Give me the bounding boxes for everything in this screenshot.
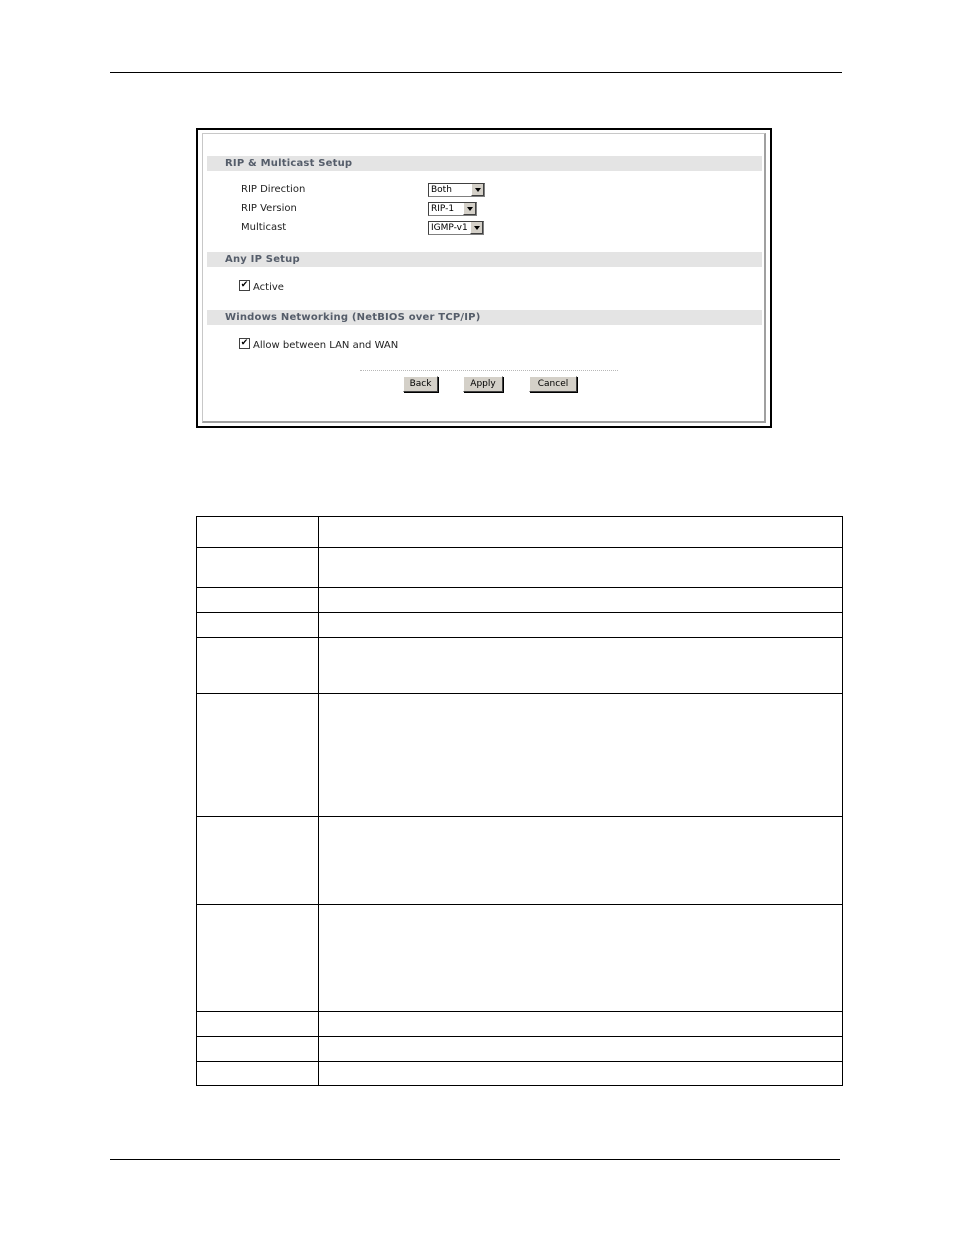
table-row	[197, 612, 842, 637]
table-row	[197, 1011, 842, 1036]
rip-version-value: RIP-1	[431, 204, 455, 214]
table-row	[197, 816, 842, 904]
rip-direction-value: Both	[431, 185, 452, 195]
netbios-allow-checkbox[interactable]: ✔	[240, 338, 249, 348]
footer-rule	[110, 1159, 840, 1160]
rip-version-select[interactable]	[428, 202, 477, 216]
section-header-windows-networking: Windows Networking (NetBIOS over TCP/IP)	[207, 310, 762, 325]
rip-multicast-screenshot	[196, 128, 772, 428]
apply-button[interactable]: Apply	[463, 376, 503, 392]
any-ip-active-checkbox[interactable]: ✔	[240, 280, 249, 290]
netbios-allow-label: Allow between LAN and WAN	[253, 340, 399, 351]
table-row	[197, 587, 842, 612]
table-row	[197, 637, 842, 693]
field-description-table	[196, 516, 843, 1086]
table-row	[197, 904, 842, 1011]
table-header-row	[197, 517, 842, 547]
rip-direction-label: RIP Direction	[241, 184, 306, 195]
multicast-value: IGMP-v1	[431, 223, 468, 233]
settings-panel	[202, 133, 766, 423]
chevron-down-icon[interactable]	[463, 203, 476, 215]
table-row	[197, 547, 842, 587]
cancel-button[interactable]: Cancel	[529, 376, 577, 392]
table-row	[197, 1036, 842, 1061]
chevron-down-icon[interactable]	[471, 184, 484, 196]
any-ip-active-label: Active	[253, 282, 284, 293]
divider	[360, 370, 618, 371]
multicast-select[interactable]	[428, 221, 484, 235]
header-rule	[110, 72, 842, 73]
back-button[interactable]: Back	[403, 376, 438, 392]
rip-direction-select[interactable]	[428, 183, 485, 197]
rip-version-label: RIP Version	[241, 203, 297, 214]
section-header-rip-multicast: RIP & Multicast Setup	[207, 156, 762, 171]
table-row	[197, 1061, 842, 1086]
multicast-label: Multicast	[241, 222, 287, 233]
section-header-any-ip: Any IP Setup	[207, 252, 762, 267]
table-row	[197, 693, 842, 816]
chevron-down-icon[interactable]	[470, 222, 483, 234]
